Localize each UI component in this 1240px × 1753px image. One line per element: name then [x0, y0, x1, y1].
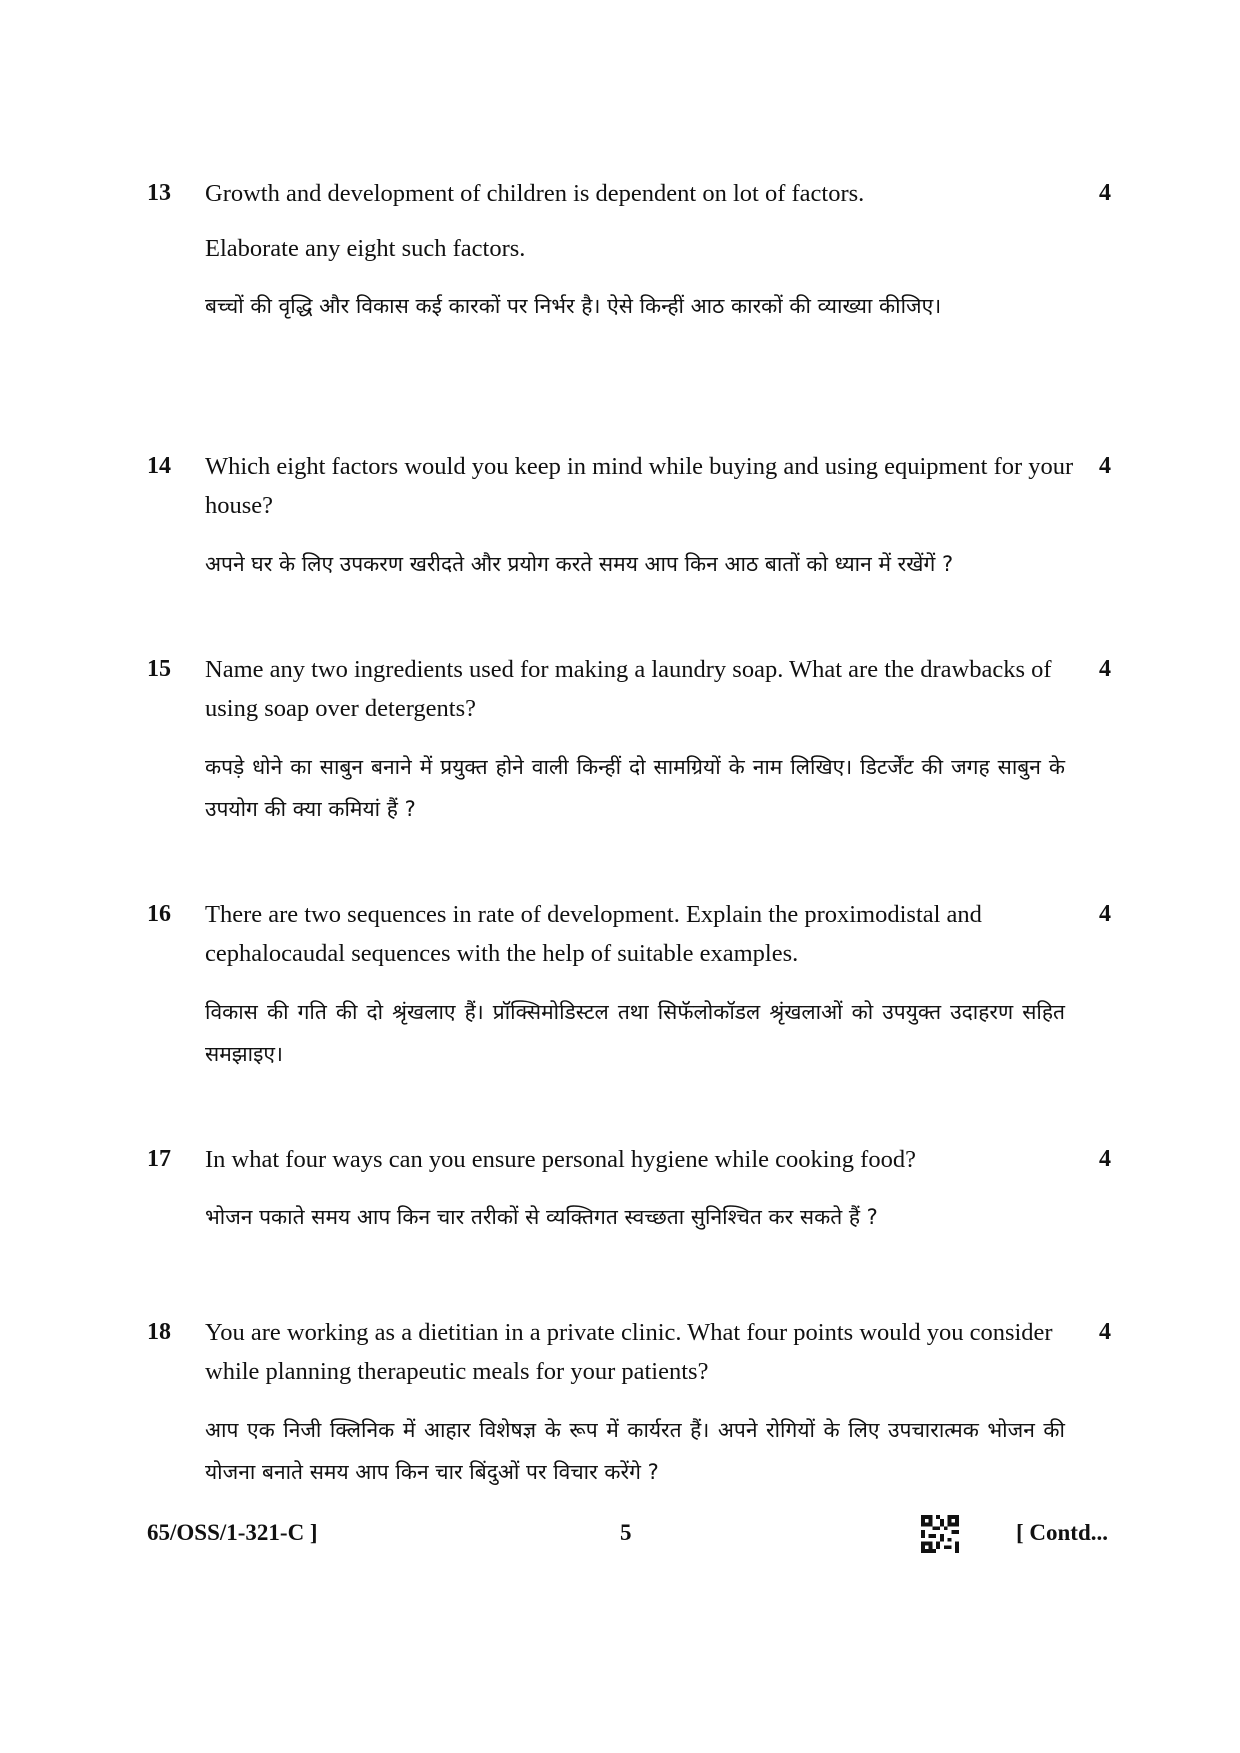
question-text-hindi: विकास की गति की दो श्रृंखलाए हैं। प्रॉक्सिमोडिस्टल तथा सिफॅलोकॉडल श्रृंखलाओं को उपयुक्त उदाहरण सहित समझाइए।: [205, 1000, 1065, 1066]
question-marks: 4: [1099, 1319, 1111, 1345]
continued-label: [ Contd...: [1016, 1520, 1109, 1545]
question-text-english: In what four ways can you ensure personal hygiene while cooking food?: [205, 1146, 916, 1173]
question-text-hindi: आप एक निजी क्लिनिक में आहार विशेषज्ञ के रूप में कार्यरत हैं। अपने रोगियों के लिए उपचारात्मक भोजन की योजना बनाते समय आप किन चार बिंदुओं पर विचार करेंगे ?: [205, 1418, 1065, 1484]
question-text-english: Which eight factors would you keep in mind while buying and using equipment for your house?: [205, 453, 1074, 519]
question-text-english-2: Elaborate any eight such factors.: [205, 235, 526, 262]
question-number: 14: [147, 453, 171, 479]
question-number: 18: [147, 1319, 171, 1345]
question-number: 16: [147, 901, 171, 927]
page-footer: [0, 1515, 1240, 1555]
question-text-english: There are two sequences in rate of development. Explain the proximodistal and cephalocaudal sequences with the help of suitable examples.: [205, 901, 982, 967]
question-text-english: You are working as a dietitian in a private clinic. What four points would you consider while planning therapeutic meals for your patients?: [205, 1319, 1053, 1385]
question-marks: 4: [1099, 656, 1111, 682]
paper-code: 65/OSS/1-321-C ]: [147, 1520, 318, 1545]
question-text-hindi: भोजन पकाते समय आप किन चार तरीकों से व्यक्तिगत स्वच्छता सुनिश्चित कर सकते हैं ?: [205, 1205, 878, 1229]
question-text-english: Name any two ingredients used for making a laundry soap. What are the drawbacks of using soap over detergents?: [205, 656, 1052, 722]
question-number: 15: [147, 656, 171, 682]
question-marks: 4: [1099, 453, 1111, 479]
question-marks: 4: [1099, 1146, 1111, 1172]
question-text-hindi: बच्चों की वृद्धि और विकास कई कारकों पर निर्भर है। ऐसे किन्हीं आठ कारकों की व्याख्या कीजिए।: [205, 294, 942, 318]
question-marks: 4: [1099, 180, 1111, 206]
qr-code-icon: [920, 1515, 960, 1553]
page-number: 5: [620, 1520, 632, 1545]
question-text-english: Growth and development of children is dependent on lot of factors.: [205, 180, 865, 207]
question-text-hindi: अपने घर के लिए उपकरण खरीदते और प्रयोग करते समय आप किन आठ बातों को ध्यान में रखेंगें ?: [205, 552, 954, 576]
question-number: 13: [147, 180, 171, 206]
question-marks: 4: [1099, 901, 1111, 927]
question-text-hindi: कपड़े धोने का साबुन बनाने में प्रयुक्त होने वाली किन्हीं दो सामग्रियों के नाम लिखिए। डिटर्जेंट की जगह साबुन के उपयोग की क्या कमियां हैं ?: [205, 755, 1065, 821]
question-number: 17: [147, 1146, 171, 1172]
